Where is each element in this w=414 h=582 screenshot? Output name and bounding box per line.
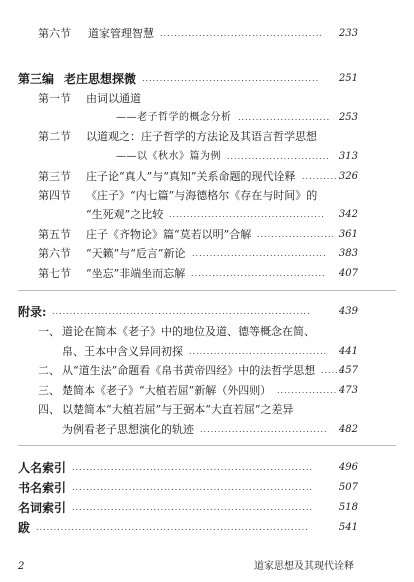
toc-entry[interactable]	[0, 244, 414, 264]
toc-dot-leader: ..............................................	[160, 29, 323, 38]
toc-section-number: 三、	[38, 384, 60, 397]
toc-section-number: 四、	[38, 403, 60, 416]
toc-title: 庄子论“真人”与“真知”关系命题的现代诠释	[86, 170, 296, 183]
toc-dot-leader: .............................	[227, 152, 330, 161]
toc-section-number: 第三编	[18, 72, 55, 86]
toc-page-number: 496	[338, 462, 358, 473]
toc-dot-leader: .......................................	[189, 347, 328, 356]
toc-entry[interactable]	[0, 361, 414, 381]
toc-entry[interactable]	[0, 381, 414, 401]
toc-title: 《庄子》“内七篇”与海德格尔《存在与时间》的	[86, 189, 318, 202]
toc-dot-leader: ..........................	[238, 113, 331, 122]
toc-entry[interactable]	[0, 24, 414, 44]
toc-title: 以楚简本“大植若屈”与王弼本“大直若屈”之差异	[62, 403, 294, 416]
toc-entry[interactable]	[0, 478, 414, 498]
toc-title: ——老子哲学的概念分析	[116, 112, 232, 123]
toc-section-number: 名词索引	[18, 501, 67, 515]
toc-entry[interactable]	[0, 127, 414, 147]
toc-entry[interactable]	[0, 147, 414, 167]
toc-page-number: 439	[338, 306, 358, 317]
toc-section-number: 一、	[38, 325, 60, 338]
toc-title: 楚简本《老子》“大植若屈”新解（外四则）	[62, 384, 272, 397]
toc-dot-leader: ....................................................................	[72, 463, 313, 472]
toc-title: 道论在简本《老子》中的地位及道、德等概念在简、	[62, 325, 315, 338]
toc-entry[interactable]	[0, 69, 414, 89]
toc-page-number: 407	[338, 268, 358, 279]
toc-section-number: 第五节	[38, 228, 71, 241]
toc-entry[interactable]	[0, 322, 414, 342]
toc-entry[interactable]	[0, 498, 414, 518]
toc-title: 道家管理智慧	[88, 27, 154, 40]
toc-page-number: 507	[338, 482, 358, 493]
toc-dot-leader: ..................................................	[142, 74, 320, 83]
divider-before-appendix	[18, 290, 396, 291]
toc-page-number: 313	[338, 151, 358, 162]
toc-page-number: 482	[338, 424, 358, 435]
toc-page-number: 541	[338, 522, 358, 533]
toc-section-number: 第三节	[38, 170, 71, 183]
toc-section-number: 附录:	[18, 305, 47, 319]
toc-page-number: 457	[338, 365, 358, 376]
toc-entry[interactable]	[0, 186, 414, 206]
toc-title: 老庄思想探微	[64, 72, 137, 86]
toc-dot-leader: .............................................................................	[36, 523, 309, 532]
toc-section-number: 跋	[18, 521, 31, 535]
toc-dot-leader: ....................................................................	[72, 503, 313, 512]
toc-page-number: 383	[338, 248, 358, 259]
toc-section-number: 第七节	[38, 267, 71, 280]
toc-title: 由词以通道	[86, 92, 141, 105]
toc-entry[interactable]	[0, 302, 414, 322]
toc-page-number: 361	[338, 229, 358, 240]
footer-book-title: 道家思想及其现代诠释	[254, 561, 354, 572]
toc-dot-leader: .................	[277, 386, 338, 395]
toc-entry[interactable]	[0, 264, 414, 284]
toc-entry[interactable]	[0, 342, 414, 362]
toc-section-number: 第六节	[38, 27, 71, 40]
toc-title: ——以《秋水》篇为例	[116, 151, 221, 162]
toc-page-number: 342	[338, 209, 358, 220]
toc-title: 庄子《齐物论》篇“莫若以明”合解	[86, 228, 252, 241]
toc-dot-leader: ....................................	[200, 425, 328, 434]
toc-page-number: 233	[338, 28, 358, 39]
toc-title: 帛、王本中含义异同初探	[62, 345, 183, 358]
toc-dot-leader: ......................................	[191, 269, 326, 278]
toc-dot-leader: ..........	[302, 172, 338, 181]
toc-entry[interactable]	[0, 420, 414, 440]
toc-dot-leader: .........................................................................	[52, 307, 311, 316]
toc-dot-leader: ............................................	[169, 210, 325, 219]
toc-title: 以道观之：庄子哲学的方法论及其语言哲学思想	[86, 130, 317, 143]
toc-page-number: 441	[338, 346, 358, 357]
toc-title: 从“道生法”命题看《帛书黄帝四经》中的法哲学思想	[62, 364, 316, 377]
toc-dot-leader: ......................................	[192, 249, 327, 258]
toc-title: “坐忘”非端坐而忘解	[86, 267, 186, 280]
toc-section-number: 人名索引	[18, 461, 67, 475]
toc-page-number: 253	[338, 112, 358, 123]
toc-section-number: 第一节	[38, 92, 71, 105]
toc-title: “生死观”之比较	[86, 208, 164, 221]
toc-title: “天籁”与“卮言”新论	[86, 247, 186, 260]
toc-entry[interactable]	[0, 167, 414, 187]
toc-section-number: 第二节	[38, 130, 71, 143]
footer-page-number: 2	[18, 561, 25, 572]
toc-entry[interactable]	[0, 458, 414, 478]
toc-section-number: 书名索引	[18, 481, 67, 495]
toc-page-number: 251	[338, 73, 358, 84]
toc-page-number: 473	[338, 385, 358, 396]
toc-entry[interactable]	[0, 205, 414, 225]
divider-before-index	[18, 445, 396, 446]
toc-dot-leader: ....................................................................	[72, 483, 313, 492]
toc-section-number: 二、	[38, 364, 60, 377]
toc-entry[interactable]	[0, 518, 414, 538]
toc-section-number: 第四节	[38, 189, 71, 202]
toc-page-number: 518	[338, 502, 358, 513]
toc-dot-leader: ......	[321, 366, 343, 375]
toc-title: 为例看老子思想演化的轨迹	[62, 423, 194, 436]
toc-entry[interactable]	[0, 89, 414, 109]
toc-dot-leader: ......................	[257, 230, 335, 239]
toc-entry[interactable]	[0, 400, 414, 420]
toc-section-number: 第六节	[38, 247, 71, 260]
toc-entry[interactable]	[0, 108, 414, 128]
toc-page-number: 326	[338, 171, 358, 182]
toc-entry[interactable]	[0, 225, 414, 245]
